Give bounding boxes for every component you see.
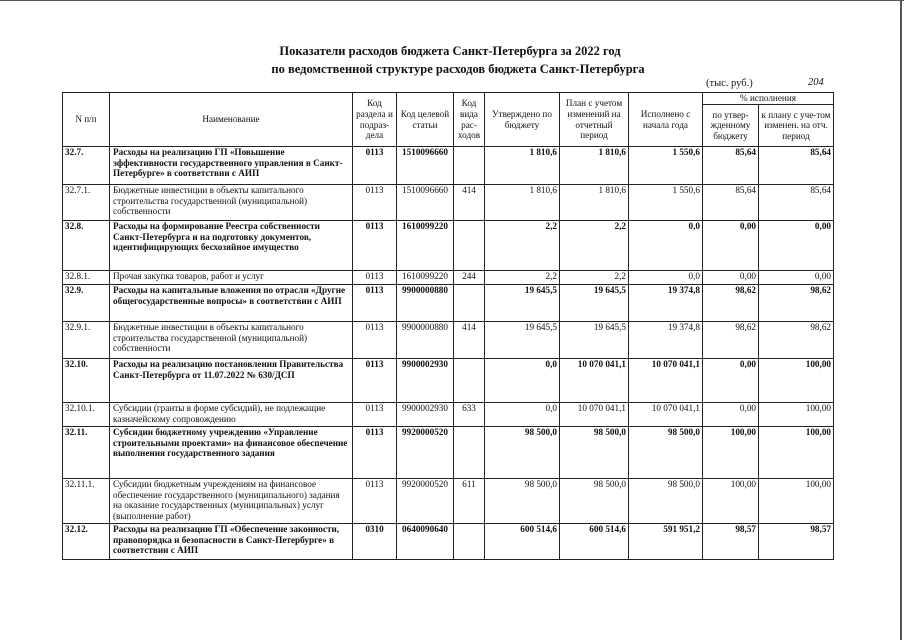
cell-razdel: 0113 — [353, 147, 397, 185]
col-header-percent-group: % исполнения — [703, 93, 834, 105]
col-header-plan: План с учетом изменений на отчетный период — [560, 93, 629, 147]
scan-edge-right — [900, 0, 902, 640]
cell-num: 32.9.1. — [63, 322, 110, 359]
units-label: (тыс. руб.) — [706, 78, 753, 89]
cell-plan: 98 500,0 — [560, 427, 629, 479]
col-header-razdel: Код раздела и подраз-дела — [353, 93, 397, 147]
cell-plan: 19 645,5 — [560, 322, 629, 359]
cell-pct-budget: 0,00 — [703, 271, 759, 285]
document-title-line2: по ведомственной структуре расходов бюджета Санкт-Петербурга — [271, 62, 645, 76]
cell-pct-plan: 100,00 — [759, 427, 834, 479]
cell-executed: 10 070 041,1 — [629, 359, 703, 403]
cell-pct-budget: 98,62 — [703, 285, 759, 322]
cell-approved: 2,2 — [485, 221, 560, 271]
cell-pct-plan: 98,57 — [759, 524, 834, 560]
cell-vr — [454, 221, 485, 271]
cell-razdel: 0113 — [353, 427, 397, 479]
cell-pct-budget: 85,64 — [703, 185, 759, 221]
cell-pct-budget: 0,00 — [703, 403, 759, 427]
cell-vr: 414 — [454, 185, 485, 221]
table-row — [63, 271, 834, 285]
cell-approved: 19 645,5 — [485, 285, 560, 322]
col-header-pct-budget: по утвер-жденному бюджету — [703, 105, 759, 147]
expenditure-table — [62, 92, 834, 560]
cell-csr: 9900002930 — [397, 403, 454, 427]
cell-num: 32.8.1. — [63, 271, 110, 285]
cell-razdel: 0113 — [353, 271, 397, 285]
cell-plan: 1 810,6 — [560, 185, 629, 221]
cell-pct-plan: 85,64 — [759, 147, 834, 185]
cell-executed: 0,0 — [629, 221, 703, 271]
cell-razdel: 0113 — [353, 322, 397, 359]
cell-plan: 2,2 — [560, 271, 629, 285]
cell-executed: 1 550,6 — [629, 147, 703, 185]
cell-approved: 1 810,6 — [485, 185, 560, 221]
cell-num: 32.8. — [63, 221, 110, 271]
cell-name: Расходы на реализацию ГП «Повышение эффективности государственного управления в Санкт-Петербурге» в соответствии с АИП — [110, 147, 353, 185]
cell-csr: 9900000880 — [397, 285, 454, 322]
cell-pct-plan: 98,62 — [759, 322, 834, 359]
scan-edge-top — [0, 0, 904, 1]
cell-pct-budget: 100,00 — [703, 427, 759, 479]
cell-num: 32.7. — [63, 147, 110, 185]
cell-executed: 19 374,8 — [629, 285, 703, 322]
cell-pct-plan: 100,00 — [759, 359, 834, 403]
cell-plan: 10 070 041,1 — [560, 403, 629, 427]
cell-name: Расходы на реализацию ГП «Обеспечение законности, правопорядка и безопасности в Санкт-Петербурге» в соответствии с АИП — [110, 524, 353, 560]
cell-executed: 19 374,8 — [629, 322, 703, 359]
cell-pct-plan: 0,00 — [759, 271, 834, 285]
table-row — [63, 285, 834, 322]
cell-num: 32.7.1. — [63, 185, 110, 221]
cell-csr: 1510096660 — [397, 147, 454, 185]
cell-num: 32.12. — [63, 524, 110, 560]
document-title-line1: Показатели расходов бюджета Санкт-Петербурга за 2022 год — [279, 44, 621, 58]
cell-name: Субсидии (гранты в форме субсидий), не подлежащие казначейскому сопровождению — [110, 403, 353, 427]
cell-name: Бюджетные инвестиции в объекты капитального строительства государственной (муниципальной) собственности — [110, 322, 353, 359]
col-header-num: N п/п — [63, 93, 110, 147]
col-header-csr: Код целевой статьи — [397, 93, 454, 147]
cell-pct-plan: 98,62 — [759, 285, 834, 322]
cell-vr — [454, 427, 485, 479]
cell-csr: 9900002930 — [397, 359, 454, 403]
col-header-approved: Утверждено по бюджету — [485, 93, 560, 147]
table-row — [63, 185, 834, 221]
cell-name: Расходы на реализацию постановления Правительства Санкт-Петербурга от 11.07.2022 № 630/ДСП — [110, 359, 353, 403]
cell-pct-plan: 85,64 — [759, 185, 834, 221]
col-header-vr: Код вида рас-ходов — [454, 93, 485, 147]
cell-plan: 2,2 — [560, 221, 629, 271]
cell-approved: 98 500,0 — [485, 427, 560, 479]
cell-name: Субсидии бюджетному учреждению «Управление строительными проектами» на финансовое обеспечение выполнения государственного задания — [110, 427, 353, 479]
col-header-executed: Исполнено с начала года — [629, 93, 703, 147]
cell-csr: 0640090640 — [397, 524, 454, 560]
table-row — [63, 147, 834, 185]
table-row — [63, 524, 834, 560]
cell-num: 32.10. — [63, 359, 110, 403]
cell-executed: 0,0 — [629, 271, 703, 285]
cell-vr: 611 — [454, 479, 485, 524]
cell-name: Субсидии бюджетным учреждениям на финансовое обеспечение государственного (муниципального) задания на оказание государственных (муниципальных) услуг (выполнение работ) — [110, 479, 353, 524]
cell-num: 32.9. — [63, 285, 110, 322]
cell-num: 32.11. — [63, 427, 110, 479]
cell-pct-budget: 100,00 — [703, 479, 759, 524]
table-row — [63, 479, 834, 524]
cell-razdel: 0310 — [353, 524, 397, 560]
cell-approved: 98 500,0 — [485, 479, 560, 524]
table-row — [63, 359, 834, 403]
cell-approved: 0,0 — [485, 403, 560, 427]
cell-name: Расходы на капитальные вложения по отрасли «Другие общегосударственные вопросы» в соответствии с АИП — [110, 285, 353, 322]
table-row — [63, 403, 834, 427]
cell-vr — [454, 359, 485, 403]
cell-pct-budget: 0,00 — [703, 221, 759, 271]
cell-csr: 9920000520 — [397, 479, 454, 524]
cell-num: 32.10.1. — [63, 403, 110, 427]
cell-pct-plan: 100,00 — [759, 479, 834, 524]
cell-pct-budget: 0,00 — [703, 359, 759, 403]
cell-vr — [454, 147, 485, 185]
cell-pct-budget: 85,64 — [703, 147, 759, 185]
cell-executed: 10 070 041,1 — [629, 403, 703, 427]
col-header-pct-plan: к плану с уче-том изменен. на отч. период — [759, 105, 834, 147]
cell-csr: 1610099220 — [397, 271, 454, 285]
cell-executed: 98 500,0 — [629, 427, 703, 479]
cell-pct-plan: 100,00 — [759, 403, 834, 427]
cell-approved: 1 810,6 — [485, 147, 560, 185]
cell-razdel: 0113 — [353, 479, 397, 524]
cell-pct-budget: 98,57 — [703, 524, 759, 560]
cell-approved: 2,2 — [485, 271, 560, 285]
table-row — [63, 221, 834, 271]
cell-num: 32.11.1. — [63, 479, 110, 524]
cell-plan: 1 810,6 — [560, 147, 629, 185]
cell-csr: 1510096660 — [397, 185, 454, 221]
cell-razdel: 0113 — [353, 403, 397, 427]
cell-executed: 98 500,0 — [629, 479, 703, 524]
cell-vr — [454, 524, 485, 560]
cell-plan: 10 070 041,1 — [560, 359, 629, 403]
cell-razdel: 0113 — [353, 185, 397, 221]
cell-csr: 9920000520 — [397, 427, 454, 479]
col-header-name: Наименование — [110, 93, 353, 147]
cell-vr — [454, 285, 485, 322]
cell-csr: 1610099220 — [397, 221, 454, 271]
cell-name: Бюджетные инвестиции в объекты капитального строительства государственной (муниципальной) собственности — [110, 185, 353, 221]
cell-razdel: 0113 — [353, 285, 397, 322]
page-number: 204 — [808, 77, 824, 88]
cell-executed: 1 550,6 — [629, 185, 703, 221]
cell-vr: 633 — [454, 403, 485, 427]
cell-plan: 98 500,0 — [560, 479, 629, 524]
cell-pct-budget: 98,62 — [703, 322, 759, 359]
cell-vr: 244 — [454, 271, 485, 285]
cell-plan: 19 645,5 — [560, 285, 629, 322]
cell-approved: 600 514,6 — [485, 524, 560, 560]
cell-pct-plan: 0,00 — [759, 221, 834, 271]
cell-csr: 9900000880 — [397, 322, 454, 359]
cell-name: Расходы на формирование Реестра собственности Санкт-Петербурга и на подготовку документов, идентифицирующих бесхозяйное имущество — [110, 221, 353, 271]
cell-razdel: 0113 — [353, 221, 397, 271]
cell-executed: 591 951,2 — [629, 524, 703, 560]
table-row — [63, 322, 834, 359]
cell-approved: 19 645,5 — [485, 322, 560, 359]
table-row — [63, 427, 834, 479]
cell-approved: 0,0 — [485, 359, 560, 403]
cell-name: Прочая закупка товаров, работ и услуг — [110, 271, 353, 285]
cell-plan: 600 514,6 — [560, 524, 629, 560]
cell-razdel: 0113 — [353, 359, 397, 403]
cell-vr: 414 — [454, 322, 485, 359]
